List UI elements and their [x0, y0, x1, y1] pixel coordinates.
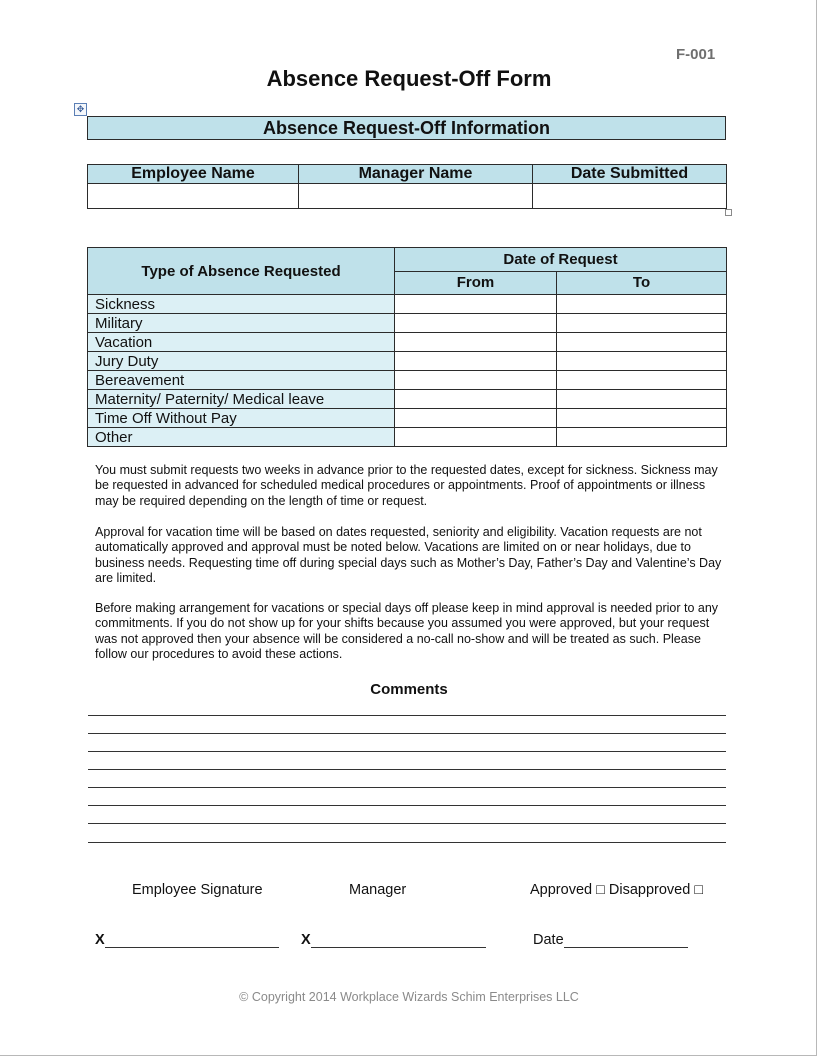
- page-title: Absence Request-Off Form: [266, 66, 552, 91]
- table-row: [88, 333, 727, 352]
- table-row: [88, 314, 727, 333]
- policy-paragraph-vacation-approval: Approval for vacation time will be based on dates requested, seniority and eligibility. Vacation requests are not automatically approved and approval must be noted below. Vacations are limited on or near holidays, due to business needs. Requesting time off during special days such as Mother’s Day, Father’s Day and Valentine’s Day are limited.: [95, 525, 722, 586]
- from-date-field[interactable]: [395, 428, 557, 447]
- from-date-field[interactable]: [395, 295, 557, 314]
- absence-type-label: Sickness: [88, 295, 395, 314]
- from-date-field[interactable]: [395, 409, 557, 428]
- to-date-field[interactable]: [557, 390, 727, 409]
- table-resize-handle[interactable]: [725, 209, 732, 216]
- employee-name-header: Employee Name: [88, 165, 299, 184]
- comment-line[interactable]: [88, 769, 726, 770]
- date-line[interactable]: [533, 932, 688, 948]
- manager-label: Manager: [349, 882, 407, 898]
- employee-name-field[interactable]: [88, 184, 299, 209]
- employee-signature-label: Employee Signature: [132, 882, 263, 898]
- from-date-field[interactable]: [395, 352, 557, 371]
- comment-line[interactable]: [88, 805, 726, 806]
- absence-type-label: Maternity/ Paternity/ Medical leave: [88, 390, 395, 409]
- date-submitted-header: Date Submitted: [533, 165, 727, 184]
- comment-line[interactable]: [88, 823, 726, 824]
- section-header-text: Absence Request-Off Information: [88, 117, 726, 140]
- employee-x-mark: X: [95, 932, 105, 948]
- from-date-field[interactable]: [395, 390, 557, 409]
- from-date-field[interactable]: [395, 333, 557, 352]
- manager-name-header: Manager Name: [299, 165, 533, 184]
- to-date-field[interactable]: [557, 371, 727, 390]
- approved-label: Approved: [530, 882, 593, 898]
- comment-line[interactable]: [88, 715, 726, 716]
- absence-type-table: [87, 247, 727, 447]
- comment-line[interactable]: [88, 787, 726, 788]
- to-date-field[interactable]: [557, 295, 727, 314]
- comment-line[interactable]: [88, 842, 726, 843]
- to-header: To: [557, 271, 727, 295]
- copyright-footer: © Copyright 2014 Workplace Wizards Schim Enterprises LLC: [239, 990, 579, 1004]
- table-row: [88, 352, 727, 371]
- absence-type-label: Vacation: [88, 333, 395, 352]
- approved-checkbox-icon[interactable]: □: [596, 882, 605, 898]
- table-row: [88, 428, 727, 447]
- to-date-field[interactable]: [557, 428, 727, 447]
- employee-info-table: [87, 164, 727, 209]
- to-date-field[interactable]: [557, 352, 727, 371]
- disapproved-label: Disapproved: [608, 882, 691, 898]
- approval-status: [530, 882, 703, 898]
- absence-type-label: Other: [88, 428, 395, 447]
- info-section-header: [87, 116, 726, 140]
- date-label: Date: [533, 932, 564, 948]
- absence-type-label: Bereavement: [88, 371, 395, 390]
- comment-line[interactable]: [88, 751, 726, 752]
- absence-type-label: Military: [88, 314, 395, 333]
- manager-name-field[interactable]: [299, 184, 533, 209]
- manager-x-mark: X: [301, 932, 311, 948]
- to-date-field[interactable]: [557, 314, 727, 333]
- table-row: [88, 371, 727, 390]
- type-of-absence-header: Type of Absence Requested: [88, 248, 395, 295]
- absence-type-label: Time Off Without Pay: [88, 409, 395, 428]
- comment-line[interactable]: [88, 733, 726, 734]
- table-move-handle-icon[interactable]: ✥: [74, 103, 87, 116]
- policy-paragraph-advance-notice: You must submit requests two weeks in advance prior to the requested dates, except for sickness. Sickness may be requested in advanced for scheduled medical procedures or appointments. Proof of appointments or illness may be required depending on the length of time or request.: [95, 463, 718, 508]
- date-submitted-field[interactable]: [533, 184, 727, 209]
- policy-paragraph-arrangements: Before making arrangement for vacations or special days off please keep in mind approval is needed prior to any commitments. If you do not show up for your shifts because you assumed you were approved, but your request was not approved then your absence will be considered a no-call no-show and will be treated as such. Please follow our procedures to avoid these actions.: [95, 601, 719, 662]
- form-code: F-001: [676, 46, 716, 63]
- disapproved-checkbox-icon[interactable]: □: [694, 882, 704, 898]
- to-date-field[interactable]: [557, 333, 727, 352]
- absence-type-label: Jury Duty: [88, 352, 395, 371]
- from-date-field[interactable]: [395, 314, 557, 333]
- table-row: [88, 295, 727, 314]
- comments-title: Comments: [370, 681, 448, 698]
- table-row: [88, 409, 727, 428]
- date-of-request-header: Date of Request: [395, 248, 727, 272]
- table-row: [88, 390, 727, 409]
- employee-signature-line[interactable]: [95, 932, 279, 948]
- to-date-field[interactable]: [557, 409, 727, 428]
- from-date-field[interactable]: [395, 371, 557, 390]
- manager-signature-line[interactable]: [301, 932, 486, 948]
- from-header: From: [395, 271, 557, 295]
